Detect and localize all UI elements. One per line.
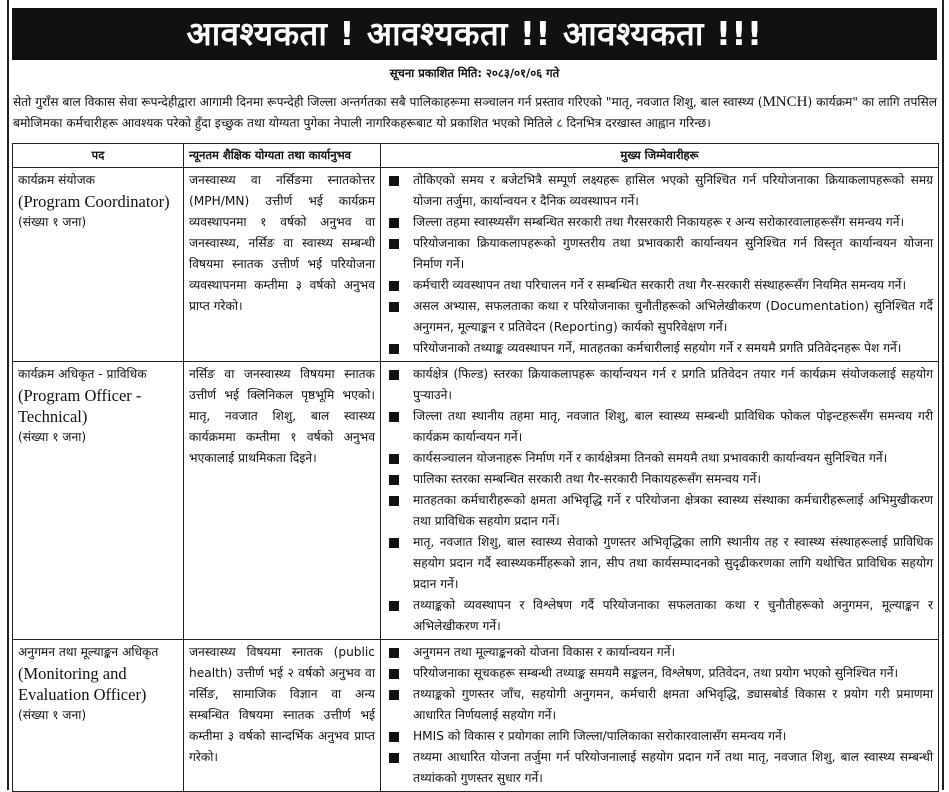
bullet-icon <box>389 176 399 186</box>
bullet-icon <box>389 690 399 700</box>
header-qualification: न्यूनतम शैक्षिक योग्यता तथा कार्यानुभव <box>184 144 381 168</box>
duty-item <box>386 642 933 663</box>
duty-text: तथ्याङ्कको गुणस्तर जाँच, सहयोगी अनुगमन, कर्मचारी क्षमता अभिवृद्धि, ड्यासबोर्ड विकास र प्रयोग गरी प्रमाणमा आधारित निर्णयलाई सहयोग गर्ने। <box>413 687 933 722</box>
bullet-icon <box>389 648 399 658</box>
duty-item <box>386 233 933 275</box>
qualification-cell: नर्सिङ वा जनस्वास्थ्य विषयमा स्नातक उत्तीर्ण भई क्लिनिकल पृष्ठभूमि भएको। मातृ, नवजात शिशु, बाल स्वास्थ्य कार्यक्रममा कम्तीमा १ वर्षको अनुभव भएकालाई प्राथमिकता दिइने। <box>184 362 381 640</box>
table-row <box>13 168 939 362</box>
qualification-cell: जनस्वास्थ्य विषयमा स्नातक (public health) उत्तीर्ण भई २ वर्षको अनुभव वा नर्सिङ, सामाजिक विज्ञान वा अन्य सम्बन्धित विषयमा स्नातक उत्तीर्ण भई कम्तीमा ३ वर्षको सान्दर्भिक अनुभव प्राप्त गरेको। <box>184 640 381 792</box>
duties-list <box>386 364 933 637</box>
duty-text: कार्यसञ्चालन योजनाहरू निर्माण गर्ने र कार्यक्षेत्रमा तिनको समयमै तथा प्रभावकारी कार्यान्वयन सुनिश्चित गर्ने। <box>413 451 888 465</box>
duty-text: तोकिएको समय र बजेटभित्रै सम्पूर्ण लक्ष्यहरू हासिल भएको सुनिश्चित गर्न परियोजनाका क्रियाकलापहरूको समग्र योजना तर्जुमा, कार्यान्वयन र दैनिक व्यवस्थापन गर्ने। <box>413 173 933 208</box>
duty-text: तथ्यमा आधारित योजना तर्जुमा गर्न परियोजनालाई सहयोग प्रदान गर्ने तथा मातृ, नवजात शिशु, बाल स्वास्थ्य सम्बन्धी तथ्यांकको गुणस्तर सुधार गर्ने। <box>413 750 933 785</box>
duty-item <box>386 726 933 747</box>
duty-text: जिल्ला तथा स्थानीय तहमा मातृ, नवजात शिशु, बाल स्वास्थ्य सम्बन्धी प्राविधिक फोकल पोइन्टहरूसँग समन्वय गरी कार्यक्रम कार्यान्वयन गर्ने। <box>413 409 933 444</box>
duties-cell <box>381 362 939 640</box>
duty-text: तथ्याङ्कको व्यवस्थापन र विश्लेषण गर्दै परियोजनाका सफलताका कथा र चुनौतीहरूको अनुगमन, मूल्याङ्कन र अभिलेखीकरण गर्ने। <box>413 598 933 633</box>
intro-acronym: MNCH <box>762 94 808 110</box>
duty-item <box>386 170 933 212</box>
post-name: कार्यक्रम संयोजक <box>18 173 95 187</box>
post-name-english: (Program Officer - Technical) <box>18 386 142 426</box>
bullet-icon <box>389 344 399 354</box>
bullet-icon <box>389 601 399 611</box>
header-post: पद <box>13 144 184 168</box>
duty-item <box>386 338 933 359</box>
duty-item <box>386 747 933 789</box>
duty-item <box>386 663 933 684</box>
bullet-icon <box>389 218 399 228</box>
bullet-icon <box>389 753 399 763</box>
duty-text: मातृ, नवजात शिशु, बाल स्वास्थ्य सेवाको गुणस्तर अभिवृद्धिका लागि स्थानीय तह र स्वास्थ्य संस्थाहरूलाई प्राविधिक सहयोग प्रदान गर्दै स्वास्थ्यकर्मीहरूको ज्ञान, सीप तथा कार्यसम्पादनको सुदृढीकरणका लागि यथोचित प्राविधिक सहयोग प्रदान गर्ने। <box>413 535 933 591</box>
duty-item <box>386 595 933 637</box>
duty-text: परियोजनाका सूचकहरू सम्बन्धी तथ्याङ्क समयमै सङ्कलन, विश्लेषण, प्रतिवेदन, तथा प्रयोग भएको सुनिश्चित गर्ने। <box>413 666 899 680</box>
header-duties: मुख्य जिम्मेवारीहरू <box>381 144 939 168</box>
duty-item <box>386 275 933 296</box>
duty-item <box>386 296 933 338</box>
table-header-row <box>13 144 939 168</box>
post-count: (संख्या १ जना) <box>18 708 87 722</box>
post-cell <box>13 362 184 640</box>
page-title: आवश्यकता ! आवश्यकता !! आवश्यकता !!! <box>12 8 937 60</box>
post-name: अनुगमन तथा मूल्याङ्कन अधिकृत <box>18 645 159 659</box>
post-name-english: (Monitoring and Evaluation Officer) <box>18 664 147 704</box>
duty-item <box>386 490 933 532</box>
duty-text: कार्यक्षेत्र (फिल्ड) स्तरका क्रियाकलापहरू कार्यान्वयन गर्न र प्रगति प्रतिवेदन तयार गर्न कार्यक्रम संयोजकलाई सहयोग पुऱ्याउने। <box>413 367 933 402</box>
duty-text: कर्मचारी व्यवस्थापन तथा परिचालन गर्ने र सम्बन्धित सरकारी तथा गैर-सरकारी संस्थाहरूसँग नियमित समन्वय गर्ने। <box>413 278 907 292</box>
duty-text: असल अभ्यास, सफलताका कथा र परियोजनाका चुनौतीहरूको अभिलेखीकरण (Documentation) सुनिश्चित गर्दै अनुगमन, मूल्याङ्कन र प्रतिवेदन (Reporting) कार्यको सुपरिवेक्षण गर्ने। <box>413 299 933 334</box>
duty-item <box>386 532 933 595</box>
post-cell <box>13 640 184 792</box>
bullet-icon <box>389 496 399 506</box>
duty-text: मातहतका कर्मचारीहरूको क्षमता अभिवृद्धि गर्ने र परियोजना क्षेत्रका स्वास्थ्य संस्थाका कर्मचारीहरूलाई अभिमुखीकरण तथा प्राविधिक सहयोग प्रदान गर्ने। <box>413 493 933 528</box>
bullet-icon <box>389 454 399 464</box>
qualification-cell: जनस्वास्थ्य वा नर्सिङमा स्नातकोत्तर (MPH/MN) उत्तीर्ण भई कार्यक्रम व्यवस्थापनमा १ वर्षको अनुभव वा जनस्वास्थ्य, नर्सिङ वा स्वास्थ्य सम्बन्धी विषयमा स्नातक उत्तीर्ण भई परियोजना व्यवस्थापनमा कम्तीमा ३ वर्षको अनुभव प्राप्त गरेको। <box>184 168 381 362</box>
table-row <box>13 640 939 792</box>
duty-item <box>386 212 933 233</box>
vacancy-table <box>12 143 939 792</box>
duty-item <box>386 364 933 406</box>
duty-item <box>386 406 933 448</box>
duty-text: परियोजनाका क्रियाकलापहरूको गुणस्तरीय तथा प्रभावकारी कार्यान्वयन सुनिश्चित गर्न विस्तृत कार्यान्वयन योजना निर्माण गर्ने। <box>413 236 933 271</box>
duty-text: HMIS को विकास र प्रयोगका लागि जिल्ला/पालिकाका सरोकारवालासँग समन्वय गर्ने। <box>413 729 787 743</box>
intro-text: सेतो गुराँस बाल विकास सेवा रूपन्देहीद्वारा आगामी दिनमा रूपन्देही जिल्ला अन्तर्गतका सबै पालिकाहरूमा सञ्चालन गर्न प्रस्ताव गरिएको "मातृ, नवजात शिशु, बाल स्वास्थ्य ( <box>13 95 763 109</box>
intro-text: ) कार्यक्रम" का लागि तपसिल बमोजिमका कर्मचारीहरू आवश्यक परेको हुँदा इच्छुक तथा योग्यता पुगेका नेपाली नागरिकहरूबाट यो प्रकाशित भएको मितिले ८ दिनभित्र दरखास्त आह्वान गरिन्छ। <box>13 95 938 130</box>
bullet-icon <box>389 239 399 249</box>
bullet-icon <box>389 475 399 485</box>
bullet-icon <box>389 412 399 422</box>
table-row <box>13 362 939 640</box>
bullet-icon <box>389 370 399 380</box>
duty-item <box>386 469 933 490</box>
bullet-icon <box>389 281 399 291</box>
post-count: (संख्या १ जना) <box>18 430 87 444</box>
bullet-icon <box>389 732 399 742</box>
duties-list <box>386 170 933 359</box>
duties-cell <box>381 168 939 362</box>
duties-list <box>386 642 933 789</box>
bullet-icon <box>389 538 399 548</box>
duty-item <box>386 684 933 726</box>
post-name: कार्यक्रम अधिकृत - प्राविधिक <box>18 367 147 381</box>
duty-text: अनुगमन तथा मूल्याङ्कनको योजना विकास र कार्यान्वयन गर्ने। <box>413 645 676 659</box>
post-name-english: (Program Coordinator) <box>18 192 170 211</box>
post-count: (संख्या १ जना) <box>18 215 87 229</box>
bullet-icon <box>389 302 399 312</box>
duty-text: जिल्ला तहमा स्वास्थ्यसँग सम्बन्धित सरकारी तथा गैरसरकारी निकायहरू र अन्य सरोकारवालाहरूसँग समन्वय गर्ने। <box>413 215 905 229</box>
intro-paragraph <box>13 92 938 134</box>
post-cell <box>13 168 184 362</box>
duties-cell <box>381 640 939 792</box>
duty-text: पालिका स्तरका सम्बन्धित सरकारी तथा गैर-सरकारी निकायहरूसँग समन्वय गर्ने। <box>413 472 762 486</box>
bullet-icon <box>389 669 399 679</box>
duty-text: परियोजनाको तथ्याङ्क व्यवस्थापन गर्ने, मातहतका कर्मचारीलाई सहयोग गर्ने र समयमै प्रगति प्रतिवेदनहरू पेश गर्ने। <box>413 341 902 355</box>
publish-date: सूचना प्रकाशित मिति: २०८३/०१/०६ गते <box>389 66 560 80</box>
duty-item <box>386 448 933 469</box>
